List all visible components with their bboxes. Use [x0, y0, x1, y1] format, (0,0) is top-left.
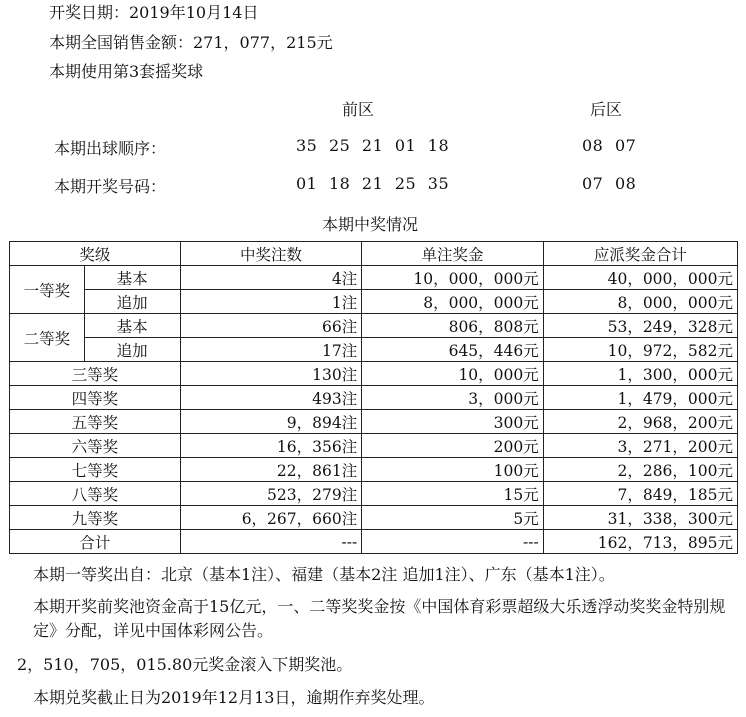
tier1-extra-count: 1注	[180, 290, 362, 314]
tier8-prize: 15元	[362, 482, 544, 506]
header-prize: 单注奖金	[362, 242, 544, 266]
table-row	[10, 458, 738, 482]
tier2-basic-prize: 806，808元	[362, 314, 544, 338]
sum-count: ---	[180, 530, 362, 554]
tier1-basic-count: 4注	[180, 266, 362, 290]
tier4-prize: 3，000元	[362, 386, 544, 410]
front-zone-header: 前区	[342, 100, 375, 119]
tier7-count: 22，861注	[180, 458, 362, 482]
tier4-count: 493注	[180, 386, 362, 410]
tier5-prize: 300元	[362, 410, 544, 434]
tier5-total: 2，968，200元	[543, 410, 737, 434]
table-row	[10, 506, 738, 530]
table-row	[10, 314, 738, 338]
tier7-label: 七等奖	[10, 458, 181, 482]
tier1-origin-note: 本期一等奖出自：北京（基本1注）、福建（基本2注 追加1注）、广东（基本1注）。	[33, 565, 615, 584]
table-row	[10, 266, 738, 290]
prize-table	[9, 241, 738, 554]
draw-order-front: 35 25 21 01 18	[296, 136, 450, 155]
winning-numbers-front: 01 18 21 25 35	[296, 174, 450, 193]
header-total: 应派奖金合计	[543, 242, 737, 266]
table-row	[10, 434, 738, 458]
draw-order-back: 08 07	[582, 136, 637, 155]
tier7-prize: 100元	[362, 458, 544, 482]
tier5-count: 9，894注	[180, 410, 362, 434]
tier1-extra-total: 8，000，000元	[543, 290, 737, 314]
tier1-extra-sub: 追加	[84, 290, 180, 314]
prize-pool-note: 本期开奖前奖池资金高于15亿元，一、二等奖奖金按《中国体育彩票超级大乐透浮动奖奖金特别规定》分配，详见中国体彩网公告。	[33, 597, 726, 640]
tier9-prize: 5元	[362, 506, 544, 530]
sum-total: 162，713，895元	[543, 530, 737, 554]
header-count: 中奖注数	[180, 242, 362, 266]
sum-label: 合计	[10, 530, 181, 554]
table-row	[10, 362, 738, 386]
tier4-label: 四等奖	[10, 386, 181, 410]
tier2-label: 二等奖	[10, 314, 85, 362]
claim-deadline-note: 本期兑奖截止日为2019年12月13日，逾期作弃奖处理。	[33, 688, 435, 707]
tier1-label: 一等奖	[10, 266, 85, 314]
national-sales: 本期全国销售金额：271，077，215元	[49, 33, 333, 52]
winning-numbers-back: 07 08	[582, 174, 637, 193]
sum-prize: ---	[362, 530, 544, 554]
rollover-note: 2，510，705，015.80元奖金滚入下期奖池。	[17, 655, 353, 674]
tier1-extra-prize: 8，000，000元	[362, 290, 544, 314]
tier8-label: 八等奖	[10, 482, 181, 506]
tier2-basic-total: 53，249，328元	[543, 314, 737, 338]
tier3-label: 三等奖	[10, 362, 181, 386]
tier3-prize: 10，000元	[362, 362, 544, 386]
tier5-label: 五等奖	[10, 410, 181, 434]
tier1-basic-sub: 基本	[84, 266, 180, 290]
tier3-count: 130注	[180, 362, 362, 386]
table-row	[10, 482, 738, 506]
draw-date: 开奖日期：2019年10月14日	[49, 3, 259, 22]
table-row	[10, 410, 738, 434]
tier9-count: 6，267，660注	[180, 506, 362, 530]
prize-table-title: 本期中奖情况	[322, 215, 419, 234]
tier4-total: 1，479，000元	[543, 386, 737, 410]
table-row	[10, 386, 738, 410]
tier1-basic-prize: 10，000，000元	[362, 266, 544, 290]
tier6-total: 3，271，200元	[543, 434, 737, 458]
tier8-count: 523，279注	[180, 482, 362, 506]
tier1-basic-total: 40，000，000元	[543, 266, 737, 290]
header-tier: 奖级	[10, 242, 181, 266]
tier2-extra-count: 17注	[180, 338, 362, 362]
tier2-basic-sub: 基本	[84, 314, 180, 338]
table-header-row	[10, 242, 738, 266]
ball-set: 本期使用第3套摇奖球	[49, 62, 204, 81]
table-row	[10, 290, 738, 314]
tier2-extra-prize: 645，446元	[362, 338, 544, 362]
back-zone-header: 后区	[590, 100, 623, 119]
tier2-basic-count: 66注	[180, 314, 362, 338]
tier3-total: 1，300，000元	[543, 362, 737, 386]
tier6-prize: 200元	[362, 434, 544, 458]
table-row	[10, 338, 738, 362]
tier8-total: 7，849，185元	[543, 482, 737, 506]
tier2-extra-total: 10，972，582元	[543, 338, 737, 362]
table-sum-row	[10, 530, 738, 554]
tier9-total: 31，338，300元	[543, 506, 737, 530]
tier6-label: 六等奖	[10, 434, 181, 458]
tier2-extra-sub: 追加	[84, 338, 180, 362]
tier9-label: 九等奖	[10, 506, 181, 530]
tier7-total: 2，286，100元	[543, 458, 737, 482]
winning-numbers-label: 本期开奖号码：	[54, 177, 167, 196]
tier6-count: 16，356注	[180, 434, 362, 458]
draw-order-label: 本期出球顺序：	[54, 139, 167, 158]
